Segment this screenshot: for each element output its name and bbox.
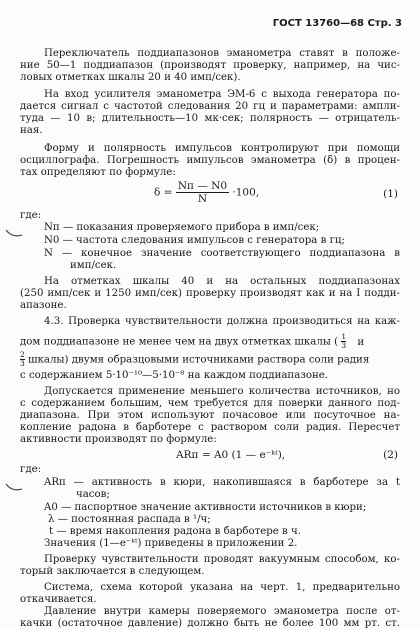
text-line-l21-main: шкалы) двумя образцовыми источниками раствора соли радия (28, 354, 370, 366)
fraction-two-thirds (20, 351, 25, 368)
text-line-l22: с содержанием 5·10⁻¹⁰—5·10⁻⁸ на каждом поддиапазоне. (20, 370, 329, 381)
text-line-l26: копление радона в барботере с раствором соли радия. Пересчет (20, 422, 400, 433)
text-line-l14: N — конечное значение соответствующего поддиапазона в (44, 248, 400, 259)
margin-pencil-mark-2 (4, 480, 24, 496)
text-line-l20-tail: и (357, 336, 365, 348)
text-line-l27: активности производят по формуле: (20, 434, 217, 445)
text-line-l38: откачивается. (20, 594, 97, 605)
fraction-denominator: 3 (20, 359, 25, 368)
formula-1-denominator: N (197, 193, 208, 205)
text-line-l33: t — время накопления радона в барботере в ч. (49, 526, 302, 537)
text-line-l20 (20, 333, 400, 350)
formula-2: ARп = A0 (1 — e⁻ᵏᵗ), (176, 449, 286, 461)
formula-1-numerator: Nп — N0 (177, 180, 228, 192)
text-line-l23: Допускается применение меньшего количества источников, но (44, 386, 400, 397)
text-line-l40: качки (остаточное давление) должно быть не более 100 мм рт. ст. (20, 618, 400, 629)
text-line-l5: дается сигнал с частотой следования 20 гц и параметрами: ампли- (20, 101, 400, 112)
text-line-l10: тах определяют по формуле: (20, 167, 176, 178)
formula-1 (154, 180, 259, 205)
text-line-l15: имп/сек. (70, 260, 117, 271)
fraction-one-third-a (341, 333, 346, 350)
text-line-l30: часов; (76, 489, 110, 500)
fraction-numerator: 2 (20, 350, 25, 359)
text-line-l11: где: (20, 210, 42, 221)
text-line-l4: На вход усилителя эманометра ЭМ-6 с выхода генератора по- (44, 89, 400, 100)
text-line-l12: Nп — показания проверяемого прибора в имп/сек; (44, 222, 320, 233)
text-line-l16: На отметках шкалы 40 и на остальных поддиапазонах (44, 276, 400, 287)
page-header: ГОСТ 13760—68 Стр. 3 (272, 18, 402, 29)
fraction-numerator: 1 (341, 332, 347, 341)
text-line-l13: N0 — частота следования импульсов с генератора в гц; (44, 235, 345, 246)
text-line-l17: (250 имп/сек и 1250 имп/сек) проверку производят как и на I подди- (20, 288, 400, 299)
text-line-l21 (20, 351, 400, 368)
text-line-l2: ние 50—1 поддиапазон (производят проверку, например, на чис- (20, 60, 400, 71)
formula-1-lhs: δ = (154, 186, 173, 199)
text-line-l9: осциллографа. Погрешность импульсов эманометра (δ) в процен- (20, 155, 400, 166)
text-line-l34: Значения (1—e⁻ᵏᵗ) приведены в приложении 2. (44, 538, 298, 549)
margin-pencil-mark-1 (4, 226, 24, 242)
text-line-l25: диапазона. При этом используют почасовое или посуточное на- (20, 410, 400, 421)
fraction-denominator: 3 (341, 341, 347, 350)
formula-1-fraction (176, 180, 229, 205)
formula-1-number: (1) (383, 188, 398, 200)
text-line-l24: с содержанием большим, чем требуется для поверки данного под- (20, 398, 400, 409)
text-line-l29: ARп — активность в кюри, накопившаяся в барботере за t (44, 477, 400, 488)
text-line-l20-main: дом поддиапазоне не менее чем на двух отметках шкалы ( (20, 336, 339, 348)
text-line-l3: ловых отметках шкалы 20 и 40 имп/сек). (20, 72, 241, 83)
text-line-l37: Система, схема которой указана на черт. 1, предварительно (44, 582, 400, 593)
formula-1-rhs: ·100, (232, 186, 260, 199)
text-line-l36: торый заключается в следующем. (20, 566, 205, 577)
text-line-l39: Давление внутри камеры поверяемого эманометра после от- (44, 606, 400, 617)
text-line-l32: λ — постоянная распада в ¹/ч; (48, 514, 211, 525)
text-line-l18: апазоне. (20, 300, 67, 311)
text-line-l7: ная. (20, 125, 43, 136)
formula-2-number: (2) (383, 449, 398, 461)
text-line-l35: Проверку чувствительности проводят вакуумным способом, ко- (44, 554, 400, 565)
text-line-l19: 4.3. Проверка чувствительности должна производиться на каж- (44, 316, 400, 327)
text-line-l28: где: (20, 464, 42, 475)
text-line-l8: Форму и полярность импульсов контролируют при помощи (44, 143, 400, 154)
text-line-l1: Переключатель поддиапазонов эманометра ставят в положе- (44, 48, 400, 59)
text-line-l31: A0 — паспортное значение активности источников в кюри; (44, 502, 367, 513)
text-line-l6: туда — 10 в; длительность—10 мк·сек; полярность — отрицатель- (20, 113, 400, 124)
